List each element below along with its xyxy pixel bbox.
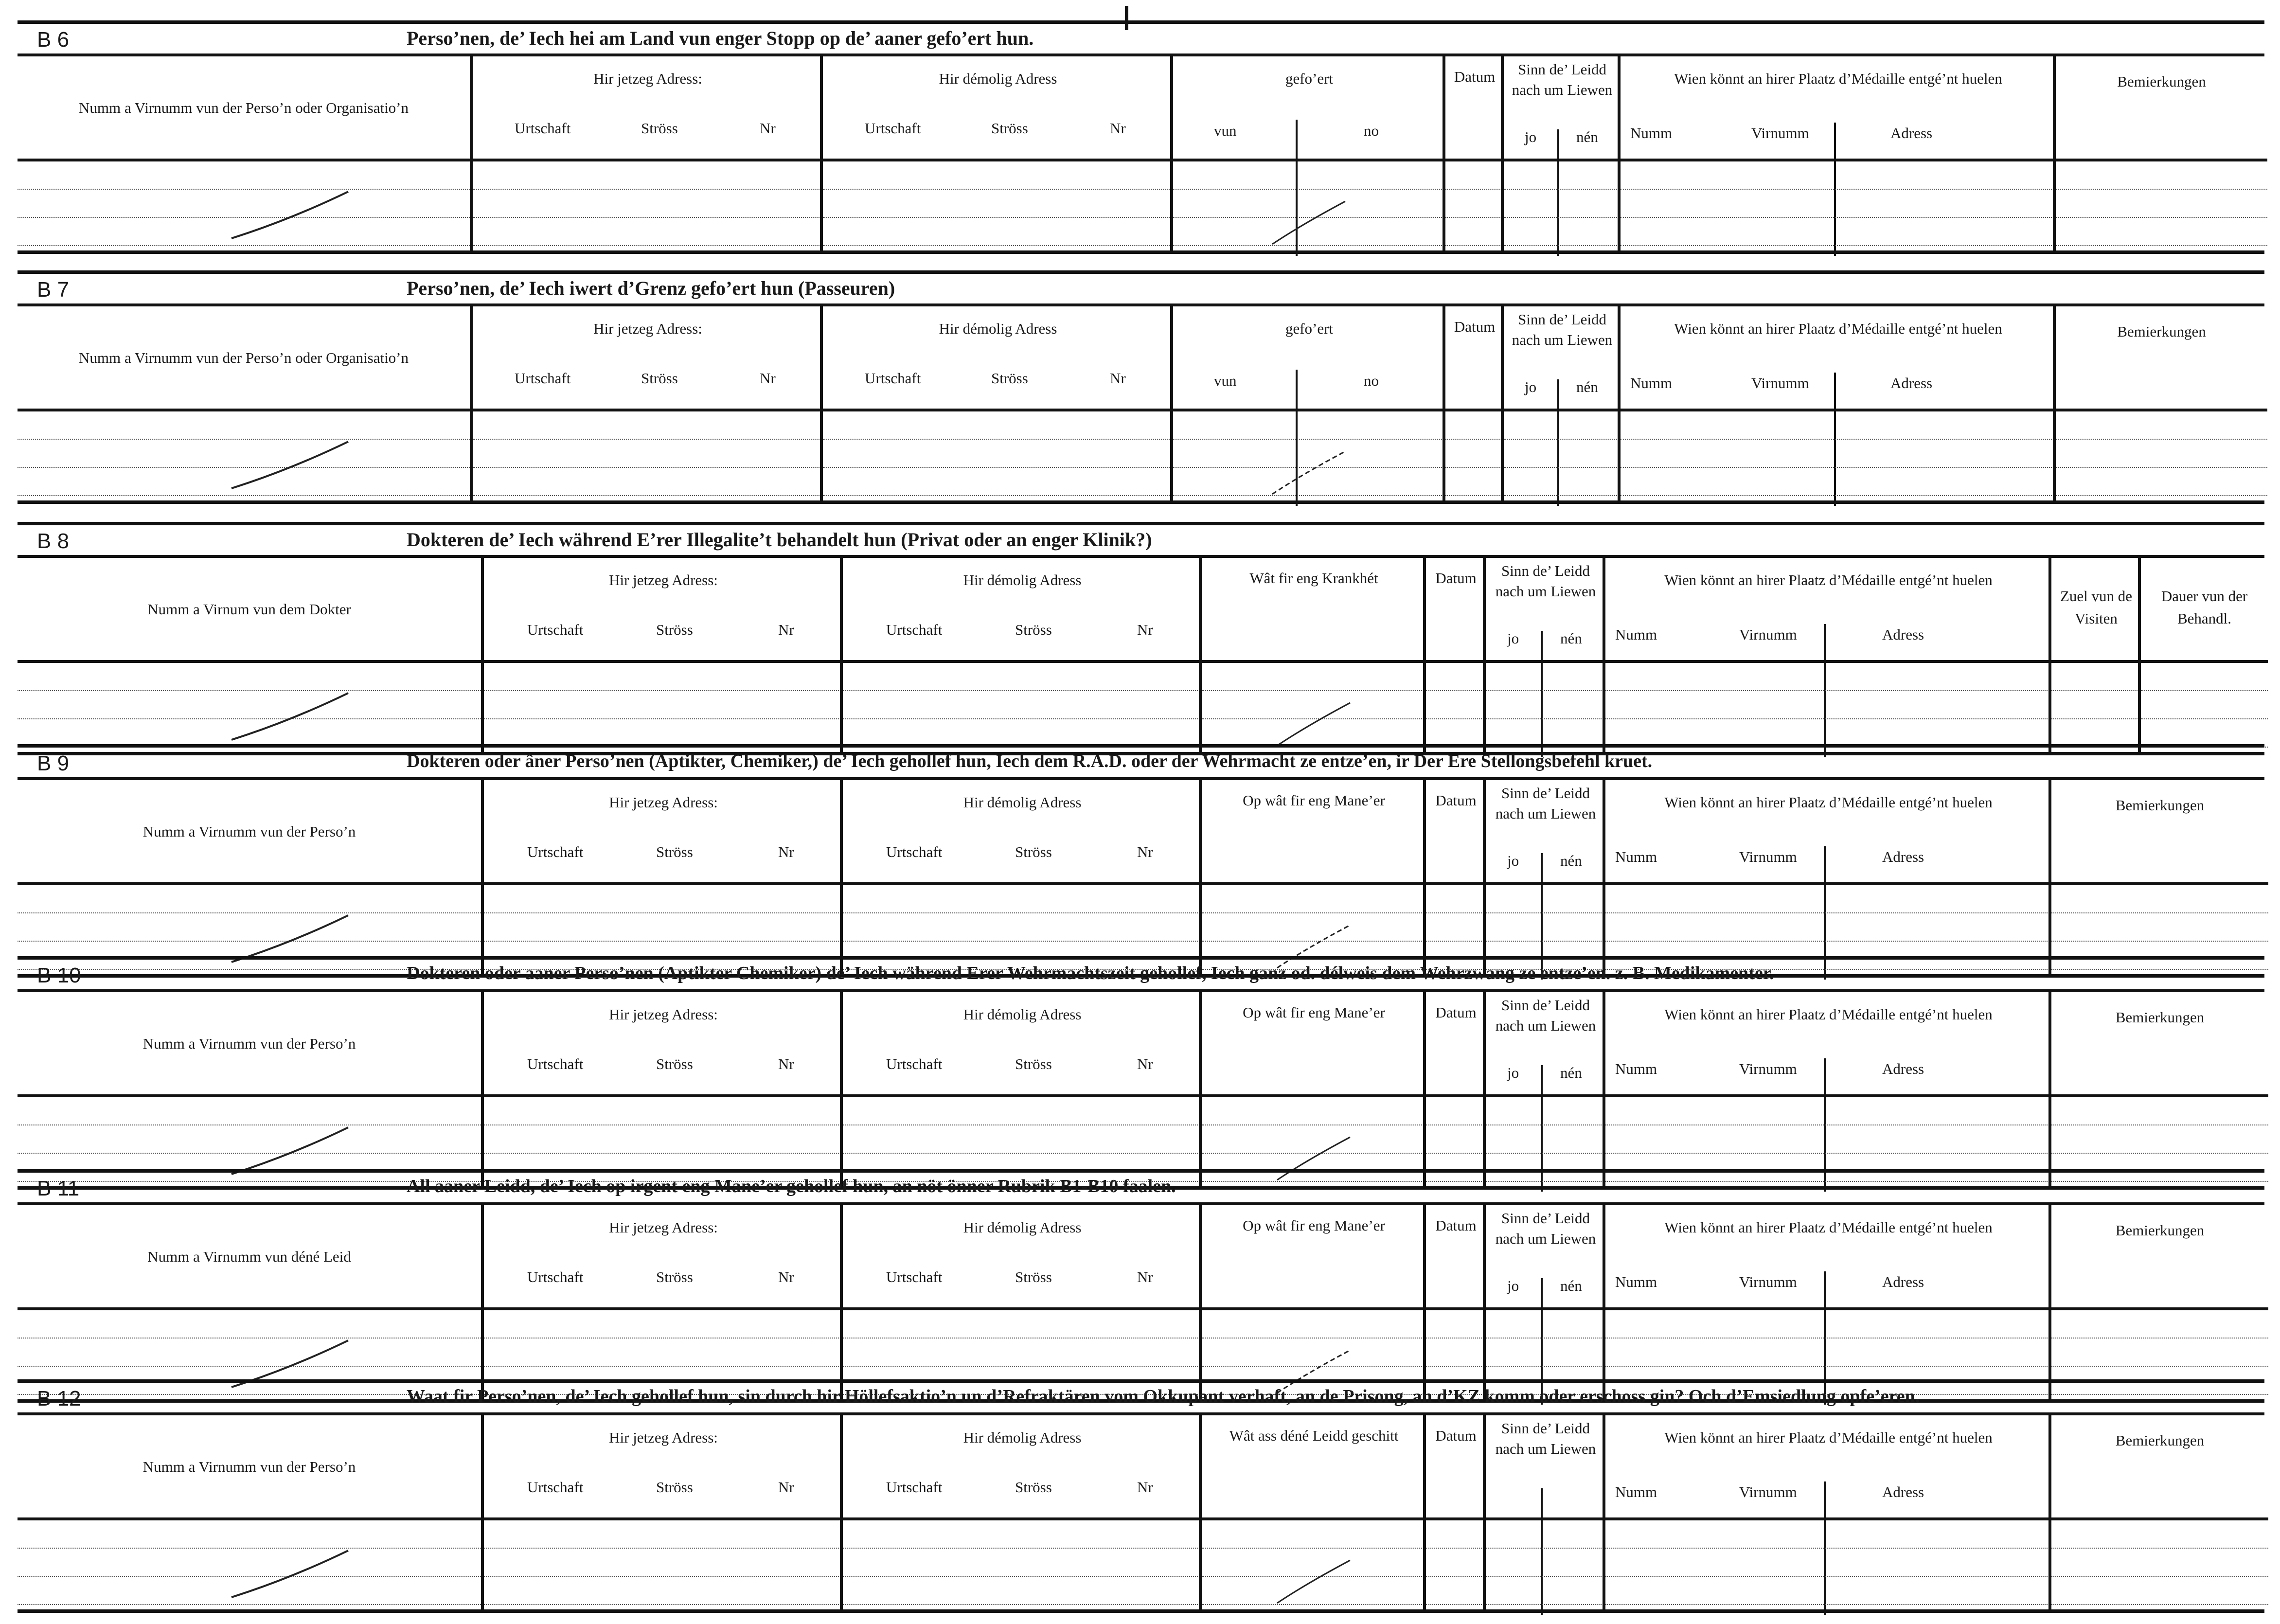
- section-code: B 7: [37, 278, 70, 302]
- urtschaft-label: Urtschaft: [527, 621, 584, 638]
- nr-label: Nr: [778, 1479, 794, 1496]
- urtschaft-label: Urtschaft: [527, 1268, 584, 1285]
- numm-label: Numm: [1615, 1060, 1657, 1077]
- medaille-header: Wien könnt an hirer Plaatz d’Médaille entgé’nt huelen: [1664, 1429, 1993, 1446]
- section-b11: [18, 1169, 2264, 1403]
- nen-label: nén: [1560, 630, 1582, 647]
- alive-header: Sinn de’ Leidd nach um Liewen: [1512, 311, 1613, 348]
- section-code: B 12: [37, 1387, 81, 1410]
- cur-address-header: Hir jetzeg Adress:: [593, 320, 702, 337]
- section-title: Dokteren de’ Iech während E’rer Illegalite’t behandelt hun (Privat oder an enger Klinik?): [407, 529, 1152, 551]
- bemierkungen-header: Bemierkungen: [2117, 73, 2206, 90]
- virnumm-label: Virnumm: [1739, 626, 1797, 643]
- old-address-header: Hir démolig Adress: [963, 1219, 1082, 1236]
- datum-header: Datum: [1435, 1217, 1477, 1234]
- virnumm-label: Virnumm: [1739, 848, 1797, 865]
- old-address-header: Hir démolig Adress: [963, 1429, 1082, 1446]
- vun-label: vun: [1214, 122, 1237, 139]
- stross-label: Ströss: [656, 1479, 693, 1496]
- nen-label: nén: [1576, 128, 1598, 145]
- nr-label: Nr: [1137, 621, 1153, 638]
- nen-label: nén: [1560, 1064, 1582, 1081]
- stross-label: Ströss: [656, 621, 693, 638]
- virnumm-label: Virnumm: [1739, 1060, 1797, 1077]
- section-b10: [18, 956, 2264, 1190]
- old-address-header: Hir démolig Adress: [963, 1006, 1082, 1023]
- name-header: Numm a Virnumm vun der Perso’n: [142, 1035, 356, 1052]
- urtschaft-label: Urtschaft: [515, 370, 571, 387]
- urtschaft-label: Urtschaft: [886, 843, 943, 860]
- nr-label: Nr: [778, 1055, 794, 1072]
- numm-label: Numm: [1630, 375, 1673, 392]
- stross-label: Ströss: [1015, 1268, 1052, 1285]
- section-b6: [18, 20, 2264, 254]
- medaille-header: Wien könnt an hirer Plaatz d’Médaille entgé’nt huelen: [1674, 320, 2002, 337]
- cur-address-header: Hir jetzeg Adress:: [593, 70, 702, 87]
- bemierkungen-header: Bemierkungen: [2115, 1432, 2205, 1449]
- section-title: All aaner Leidd, de’ Iech op irgent eng Mane’er gehollef hun, an nöt önner Rubrik B1-B10 faalen.: [407, 1176, 1176, 1196]
- urtschaft-label: Urtschaft: [865, 120, 921, 137]
- old-address-header: Hir démolig Adress: [939, 70, 1057, 87]
- alive-header: Sinn de’ Leidd nach um Liewen: [1495, 1420, 1596, 1457]
- adress-label: Adress: [1890, 125, 1933, 142]
- gefoert-header: gefo’ert: [1285, 320, 1334, 337]
- nr-label: Nr: [1137, 1055, 1153, 1072]
- alive-header: Sinn de’ Leidd nach um Liewen: [1495, 562, 1596, 600]
- name-header: Numm a Virnumm vun der Perso’n oder Organisatio’n: [78, 99, 409, 116]
- stross-label: Ströss: [656, 843, 693, 860]
- name-header: Numm a Virnumm vun der Perso’n: [142, 823, 356, 840]
- adress-label: Adress: [1882, 1273, 1924, 1290]
- numm-label: Numm: [1615, 1273, 1657, 1290]
- datum-header: Datum: [1435, 1427, 1477, 1444]
- numm-label: Numm: [1615, 848, 1657, 865]
- nr-label: Nr: [760, 120, 776, 137]
- no-label: no: [1364, 372, 1379, 389]
- bemierkungen-header: Bemierkungen: [2115, 1222, 2205, 1239]
- section-code: B 9: [37, 751, 70, 775]
- section-b7: [18, 270, 2264, 504]
- medaille-header: Wien könnt an hirer Plaatz d’Médaille entgé’nt huelen: [1664, 1219, 1993, 1236]
- stross-label: Ströss: [991, 120, 1028, 137]
- nr-label: Nr: [1137, 1268, 1153, 1285]
- adress-label: Adress: [1890, 375, 1933, 392]
- section-title: Dokteren oder âner Perso’nen (Aptikter, Chemiker,) de’ Iech gehollef hun, Iech dem R.A.D. oder der Wehrmacht ze entze’en, ir Der Ere Stellongsbefehl kruet.: [407, 751, 1653, 771]
- adress-label: Adress: [1882, 1060, 1924, 1077]
- nen-label: nén: [1560, 1277, 1582, 1294]
- nr-label: Nr: [1110, 370, 1126, 387]
- cur-address-header: Hir jetzeg Adress:: [609, 571, 718, 589]
- cur-address-header: Hir jetzeg Adress:: [609, 794, 718, 811]
- nr-label: Nr: [1137, 843, 1153, 860]
- name-header: Numm a Virnumm vun der Perso’n: [142, 1458, 356, 1475]
- nen-label: nén: [1560, 852, 1582, 869]
- urtschaft-label: Urtschaft: [527, 1055, 584, 1072]
- jo-label: jo: [1507, 852, 1519, 869]
- alive-header: Sinn de’ Leidd nach um Liewen: [1495, 997, 1596, 1034]
- jo-label: jo: [1507, 1277, 1519, 1294]
- stross-label: Ströss: [991, 370, 1028, 387]
- jo-label: jo: [1507, 1064, 1519, 1081]
- stross-label: Ströss: [1015, 1479, 1052, 1496]
- nr-label: Nr: [1110, 120, 1126, 137]
- vun-label: vun: [1214, 372, 1237, 389]
- stross-label: Ströss: [1015, 1055, 1052, 1072]
- urtschaft-label: Urtschaft: [527, 843, 584, 860]
- name-header: Numm a Virnumm vun déné Leid: [147, 1248, 351, 1265]
- section-title: Waat fir Perso’nen, de’ Iech gehollef hun, sin durch hir Höllefsaktio’n un d’Refraktären vom Okkupant verhaft, an de Prisong, an d’KZ komm oder erschoss gin? Och d’Emsiedlung opfe’eren.: [407, 1386, 1920, 1407]
- jo-label: jo: [1525, 128, 1537, 145]
- section-b9: [18, 744, 2264, 978]
- bemierkungen-header: Bemierkungen: [2117, 323, 2206, 340]
- zuel-header: Zuel vun de Visiten: [2060, 588, 2133, 627]
- datum-header: Datum: [1454, 318, 1496, 335]
- cur-address-header: Hir jetzeg Adress:: [609, 1429, 718, 1446]
- medaille-header: Wien könnt an hirer Plaatz d’Médaille entgé’nt huelen: [1664, 571, 1993, 589]
- dauer-header: Dauer vun der Behandl.: [2161, 588, 2248, 627]
- section-code: B 10: [37, 964, 81, 987]
- mane-header: Op wât fir eng Mane’er: [1243, 1217, 1385, 1234]
- cur-address-header: Hir jetzeg Adress:: [609, 1219, 718, 1236]
- pen-stroke: [18, 270, 2264, 504]
- numm-label: Numm: [1615, 626, 1657, 643]
- datum-header: Datum: [1435, 792, 1477, 809]
- gefoert-header: gefo’ert: [1285, 70, 1334, 87]
- pen-stroke: [18, 956, 2264, 1190]
- nr-label: Nr: [778, 621, 794, 638]
- name-header: Numm a Virnum vun dem Dokter: [147, 601, 351, 618]
- old-address-header: Hir démolig Adress: [939, 320, 1057, 337]
- stross-label: Ströss: [641, 120, 678, 137]
- urtschaft-label: Urtschaft: [515, 120, 571, 137]
- cur-address-header: Hir jetzeg Adress:: [609, 1006, 718, 1023]
- geschitt-header: Wât ass déné Leidd geschitt: [1229, 1427, 1399, 1444]
- name-header: Numm a Virnumm vun der Perso’n oder Organisatio’n: [78, 349, 409, 366]
- alive-header: Sinn de’ Leidd nach um Liewen: [1512, 61, 1613, 98]
- datum-header: Datum: [1435, 570, 1477, 587]
- medaille-header: Wien könnt an hirer Plaatz d’Médaille entgé’nt huelen: [1664, 794, 1993, 811]
- stross-label: Ströss: [656, 1055, 693, 1072]
- bemierkungen-header: Bemierkungen: [2115, 1009, 2205, 1026]
- urtschaft-label: Urtschaft: [886, 1268, 943, 1285]
- medaille-header: Wien könnt an hirer Plaatz d’Médaille entgé’nt huelen: [1674, 70, 2002, 87]
- nr-label: Nr: [778, 843, 794, 860]
- urtschaft-label: Urtschaft: [527, 1479, 584, 1496]
- pen-stroke: [18, 744, 2264, 978]
- pen-stroke: [18, 1379, 2264, 1613]
- stross-label: Ströss: [656, 1268, 693, 1285]
- nen-label: nén: [1576, 378, 1598, 395]
- stross-label: Ströss: [641, 370, 678, 387]
- old-address-header: Hir démolig Adress: [963, 794, 1082, 811]
- urtschaft-label: Urtschaft: [886, 621, 943, 638]
- no-label: no: [1364, 122, 1379, 139]
- nr-label: Nr: [778, 1268, 794, 1285]
- virnumm-label: Virnumm: [1751, 375, 1809, 392]
- urtschaft-label: Urtschaft: [886, 1055, 943, 1072]
- virnumm-label: Virnumm: [1739, 1483, 1797, 1500]
- pen-stroke: [18, 1169, 2264, 1403]
- nr-label: Nr: [760, 370, 776, 387]
- jo-label: jo: [1525, 378, 1537, 395]
- section-code: B 8: [37, 529, 70, 553]
- mane-header: Op wât fir eng Mane’er: [1243, 1004, 1385, 1021]
- section-title: Perso’nen, de’ Iech hei am Land vun enger Stopp op de’ aaner gefo’ert hun.: [407, 27, 1034, 49]
- adress-label: Adress: [1882, 848, 1924, 865]
- jo-label: jo: [1507, 630, 1519, 647]
- adress-label: Adress: [1882, 1483, 1924, 1500]
- section-b8: [18, 522, 2264, 755]
- virnumm-label: Virnumm: [1751, 125, 1809, 142]
- pen-stroke: [18, 522, 2264, 755]
- adress-label: Adress: [1882, 626, 1924, 643]
- alive-header: Sinn de’ Leidd nach um Liewen: [1495, 1210, 1596, 1247]
- urtschaft-label: Urtschaft: [886, 1479, 943, 1496]
- alive-header: Sinn de’ Leidd nach um Liewen: [1495, 785, 1596, 822]
- urtschaft-label: Urtschaft: [865, 370, 921, 387]
- virnumm-label: Virnumm: [1739, 1273, 1797, 1290]
- section-code: B 6: [37, 28, 70, 52]
- datum-header: Datum: [1454, 68, 1496, 85]
- nr-label: Nr: [1137, 1479, 1153, 1496]
- bemierkungen-header: Bemierkungen: [2115, 797, 2205, 814]
- mane-header: Op wât fir eng Mane’er: [1243, 792, 1385, 809]
- numm-label: Numm: [1615, 1483, 1657, 1500]
- old-address-header: Hir démolig Adress: [963, 571, 1082, 589]
- medaille-header: Wien könnt an hirer Plaatz d’Médaille entgé’nt huelen: [1664, 1006, 1993, 1023]
- section-title: Dokteren oder aaner Perso’nen (Aptikter Chemiker) de’ Iech während Erer Wehrmachtszeit gehollef, Iech ganz od. délweis dem Wehrzwang ze entze’en. z. B. Medikamenter.: [407, 963, 1774, 983]
- section-code: B 11: [37, 1177, 80, 1200]
- stross-label: Ströss: [1015, 621, 1052, 638]
- pen-stroke: [18, 20, 2264, 254]
- datum-header: Datum: [1435, 1004, 1477, 1021]
- krank-header: Wât fir eng Krankhét: [1249, 570, 1378, 587]
- section-b12: [18, 1379, 2264, 1613]
- stross-label: Ströss: [1015, 843, 1052, 860]
- section-title: Perso’nen, de’ Iech iwert d’Grenz gefo’ert hun (Passeuren): [407, 277, 895, 299]
- numm-label: Numm: [1630, 125, 1673, 142]
